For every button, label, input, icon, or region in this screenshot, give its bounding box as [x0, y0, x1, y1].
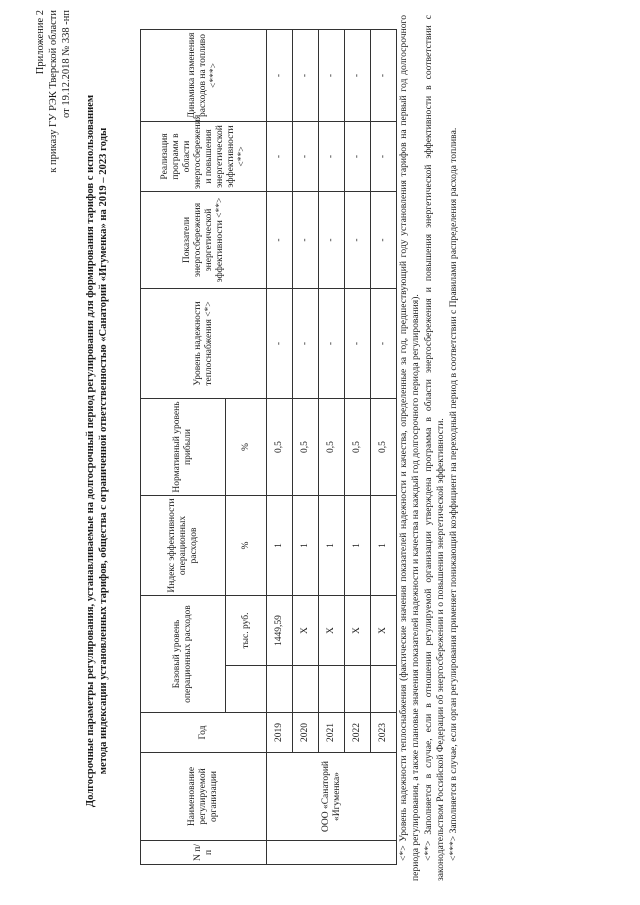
cell-reliability: - — [319, 289, 345, 399]
cell-base: X — [345, 596, 371, 666]
cell-fuel: - — [345, 30, 371, 122]
cell-base: X — [371, 596, 397, 666]
table-row — [319, 30, 345, 865]
header-fuel: Динамика изменения расходов на топливо <***> — [141, 30, 267, 122]
cell-base: X — [293, 596, 319, 666]
header-org: Наименование регулируемой организации — [141, 753, 267, 841]
cell-index: 1 — [371, 496, 397, 596]
cell-base-blank — [267, 666, 293, 713]
footnote-energy-program: <**> Заполняется в случае, если в отношении регулируемой организации утверждена программа в области энергосбережения и повышения энергетической эффективности в соответствии с законодательством Российской Федерации об энергосбережении и о повышении энергетической эффективности. — [422, 15, 447, 881]
units-index: % — [226, 496, 267, 596]
cell-base: X — [319, 596, 345, 666]
annex-order-date: от 19.12.2018 № 338 -нп — [61, 10, 72, 118]
cell-reliability: - — [345, 289, 371, 399]
cell-index: 1 — [267, 496, 293, 596]
cell-year: 2022 — [345, 713, 371, 753]
header-profit: Нормативный уровень прибыли — [141, 399, 226, 496]
footnote-fuel: <***> Заполняется в случае, если орган регулирования применяет понижающий коэффициент на переходный период в соответствии с Правилами распределения расхода топлива. — [447, 127, 459, 861]
annex-order-ref: к приказу ГУ РЭК Тверской области — [48, 10, 59, 173]
footnote-reliability: <*> Уровень надежности теплоснабжения (фактические значения показателей надежности и качества, определенные за год, предшествующий году установления тарифов на первый год долгосрочного периода регулирования, а также плановые значения показателей надежности и качества на каждый год долгосрочного периода регулирования). — [398, 15, 422, 881]
cell-index: 1 — [293, 496, 319, 596]
header-program: Реализация программ в области энергосбережения и повышения энергетической эффективности <**> — [141, 122, 267, 192]
cell-energy: - — [267, 192, 293, 289]
cell-org-name: ООО «Санаторий «Игуменка» — [267, 753, 397, 841]
cell-base-blank — [371, 666, 397, 713]
header-reliability: Уровень надежности теплоснабжения <*> — [141, 289, 267, 399]
cell-fuel: - — [293, 30, 319, 122]
document-title — [84, 21, 110, 881]
cell-fuel: - — [267, 30, 293, 122]
cell-program: - — [293, 122, 319, 192]
units-blank — [226, 666, 267, 713]
cell-profit: 0,5 — [371, 399, 397, 496]
cell-reliability: - — [267, 289, 293, 399]
cell-base-blank — [319, 666, 345, 713]
cell-base-blank — [345, 666, 371, 713]
footnotes — [398, 15, 460, 881]
cell-profit: 0,5 — [267, 399, 293, 496]
cell-profit: 0,5 — [293, 399, 319, 496]
cell-program: - — [319, 122, 345, 192]
cell-program: - — [345, 122, 371, 192]
table-row — [345, 30, 371, 865]
table-row — [267, 30, 293, 865]
title-line-1: Долгосрочные параметры регулирования, устанавливаемые на долгосрочный период регулирования для формирования тарифов с использованием — [85, 94, 96, 808]
cell-profit: 0,5 — [319, 399, 345, 496]
parameters-table — [140, 29, 397, 865]
cell-energy: - — [293, 192, 319, 289]
table-row — [371, 30, 397, 865]
cell-year: 2023 — [371, 713, 397, 753]
cell-year: 2019 — [267, 713, 293, 753]
cell-fuel: - — [319, 30, 345, 122]
cell-energy: - — [345, 192, 371, 289]
cell-index: 1 — [319, 496, 345, 596]
annex-header — [34, 10, 73, 173]
cell-year: 2021 — [319, 713, 345, 753]
header-index: Индекс эффективности операционных расходов — [141, 496, 226, 596]
cell-energy: - — [371, 192, 397, 289]
cell-profit: 0,5 — [345, 399, 371, 496]
header-base: Базовый уровень операционных расходов — [141, 596, 226, 713]
header-num: N п/п — [141, 841, 267, 865]
cell-num — [267, 841, 397, 865]
cell-fuel: - — [371, 30, 397, 122]
cell-reliability: - — [293, 289, 319, 399]
cell-year: 2020 — [293, 713, 319, 753]
cell-energy: - — [319, 192, 345, 289]
title-line-2: метода индексации установленных тарифов, общества с ограниченной ответственностью «Санаторий «Игуменка» на 2019 – 2023 годы — [98, 127, 109, 775]
cell-base-blank — [293, 666, 319, 713]
annex-number: Приложение 2 — [35, 10, 46, 75]
cell-base: 1449,59 — [267, 596, 293, 666]
header-year: Год — [141, 713, 267, 753]
header-energy: Показатели энергосбережения энергетической эффективности <**> — [141, 192, 267, 289]
table-row — [293, 30, 319, 865]
units-base: тыс. руб. — [226, 596, 267, 666]
cell-index: 1 — [345, 496, 371, 596]
cell-reliability: - — [371, 289, 397, 399]
table-header-row — [141, 30, 226, 865]
cell-program: - — [371, 122, 397, 192]
units-profit: % — [226, 399, 267, 496]
cell-program: - — [267, 122, 293, 192]
